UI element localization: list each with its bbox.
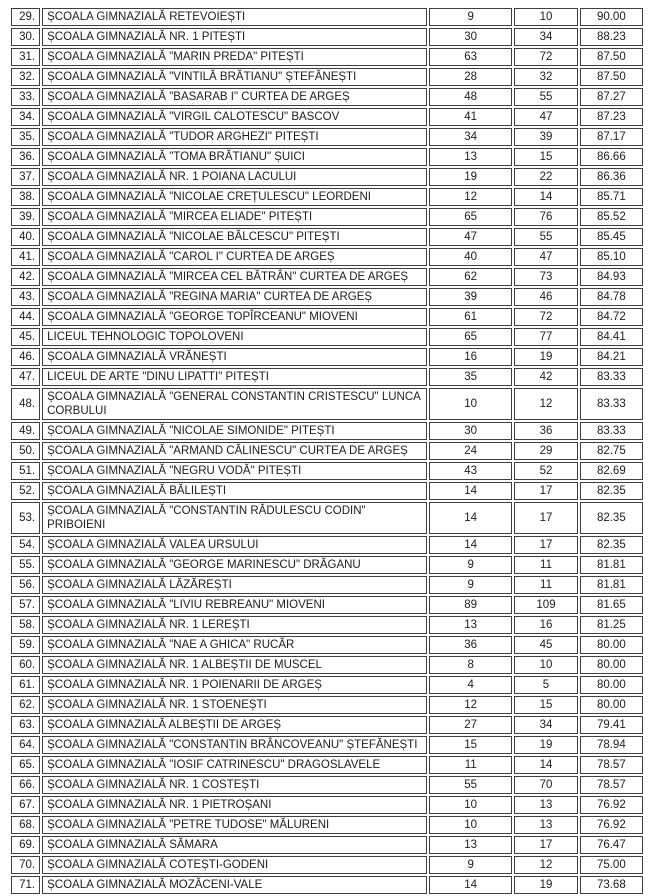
percentage-cell: 80.00	[580, 676, 643, 694]
school-name-cell: ȘCOALA GIMNAZIALĂ "BASARAB I" CURTEA DE ARGEȘ	[42, 88, 427, 106]
row-number-cell: 35.	[11, 128, 40, 146]
school-name-cell: ȘCOALA GIMNAZIALĂ RETEVOIEȘTI	[42, 8, 427, 26]
value2-cell: 32	[514, 68, 577, 86]
school-name-cell: ȘCOALA GIMNAZIALĂ "CAROL I" CURTEA DE ARGEȘ	[42, 248, 427, 266]
value2-cell: 13	[514, 816, 577, 834]
value2-cell: 16	[514, 616, 577, 634]
value2-cell: 19	[514, 348, 577, 366]
school-name-cell: ȘCOALA GIMNAZIALĂ "TUDOR ARGHEZI" PITEȘTI	[42, 128, 427, 146]
school-name-cell: ȘCOALA GIMNAZIALĂ "MARIN PREDA" PITEȘTI	[42, 48, 427, 66]
value1-cell: 12	[429, 696, 512, 714]
table-row	[11, 328, 643, 346]
school-name-cell: ȘCOALA GIMNAZIALĂ "IOSIF CATRINESCU" DRAGOSLAVELE	[42, 756, 427, 774]
table-row	[11, 68, 643, 86]
percentage-cell: 83.33	[580, 368, 643, 386]
percentage-cell: 85.45	[580, 228, 643, 246]
row-number-cell: 40.	[11, 228, 40, 246]
row-number-cell: 54.	[11, 536, 40, 554]
school-name-cell: ȘCOALA GIMNAZIALĂ "LIVIU REBREANU" MIOVENI	[42, 596, 427, 614]
value1-cell: 30	[429, 422, 512, 440]
value2-cell: 55	[514, 228, 577, 246]
row-number-cell: 38.	[11, 188, 40, 206]
table-row	[11, 148, 643, 166]
value1-cell: 55	[429, 776, 512, 794]
row-number-cell: 29.	[11, 8, 40, 26]
value2-cell: 42	[514, 368, 577, 386]
percentage-cell: 87.50	[580, 68, 643, 86]
value1-cell: 16	[429, 348, 512, 366]
school-name-cell: ȘCOALA GIMNAZIALĂ "REGINA MARIA" CURTEA DE ARGEȘ	[42, 288, 427, 306]
value2-cell: 5	[514, 676, 577, 694]
value1-cell: 8	[429, 656, 512, 674]
table-row	[11, 88, 643, 106]
row-number-cell: 56.	[11, 576, 40, 594]
table-row	[11, 368, 643, 386]
value2-cell: 12	[514, 856, 577, 874]
school-name-cell: ȘCOALA GIMNAZIALĂ NR. 1 POIANA LACULUI	[42, 168, 427, 186]
row-number-cell: 67.	[11, 796, 40, 814]
row-number-cell: 43.	[11, 288, 40, 306]
percentage-cell: 84.78	[580, 288, 643, 306]
row-number-cell: 45.	[11, 328, 40, 346]
school-name-cell: ȘCOALA GIMNAZIALĂ NR. 1 STOENEȘTI	[42, 696, 427, 714]
row-number-cell: 37.	[11, 168, 40, 186]
value1-cell: 41	[429, 108, 512, 126]
table-row	[11, 816, 643, 834]
percentage-cell: 82.35	[580, 536, 643, 554]
school-results-table-body	[11, 8, 643, 894]
value1-cell: 61	[429, 308, 512, 326]
value2-cell: 47	[514, 248, 577, 266]
school-name-cell: ȘCOALA GIMNAZIALĂ "GENERAL CONSTANTIN CRISTESCU" LUNCA CORBULUI	[42, 388, 427, 420]
row-number-cell: 65.	[11, 756, 40, 774]
row-number-cell: 59.	[11, 636, 40, 654]
value2-cell: 11	[514, 556, 577, 574]
percentage-cell: 85.71	[580, 188, 643, 206]
table-row	[11, 482, 643, 500]
value2-cell: 10	[514, 656, 577, 674]
value2-cell: 72	[514, 48, 577, 66]
school-name-cell: ȘCOALA GIMNAZIALĂ NR. 1 ALBEȘTII DE MUSCEL	[42, 656, 427, 674]
table-row	[11, 856, 643, 874]
value2-cell: 55	[514, 88, 577, 106]
percentage-cell: 86.66	[580, 148, 643, 166]
value2-cell: 72	[514, 308, 577, 326]
percentage-cell: 84.41	[580, 328, 643, 346]
row-number-cell: 52.	[11, 482, 40, 500]
school-name-cell: ȘCOALA GIMNAZIALĂ NR. 1 LEREȘTI	[42, 616, 427, 634]
school-name-cell: ȘCOALA GIMNAZIALĂ "VIRGIL CALOTESCU" BASCOV	[42, 108, 427, 126]
row-number-cell: 69.	[11, 836, 40, 854]
percentage-cell: 79.41	[580, 716, 643, 734]
school-name-cell: ȘCOALA GIMNAZIALĂ LĂZĂREȘTI	[42, 576, 427, 594]
value2-cell: 19	[514, 876, 577, 894]
value2-cell: 14	[514, 756, 577, 774]
table-row	[11, 108, 643, 126]
percentage-cell: 83.33	[580, 422, 643, 440]
table-row	[11, 248, 643, 266]
row-number-cell: 34.	[11, 108, 40, 126]
school-name-cell: ȘCOALA GIMNAZIALĂ ALBEȘTII DE ARGEȘ	[42, 716, 427, 734]
percentage-cell: 84.72	[580, 308, 643, 326]
value2-cell: 10	[514, 8, 577, 26]
school-name-cell: ȘCOALA GIMNAZIALĂ "GEORGE TOPÎRCEANU" MIOVENI	[42, 308, 427, 326]
percentage-cell: 75.00	[580, 856, 643, 874]
percentage-cell: 82.35	[580, 482, 643, 500]
table-row	[11, 736, 643, 754]
table-row	[11, 422, 643, 440]
percentage-cell: 90.00	[580, 8, 643, 26]
school-name-cell: ȘCOALA GIMNAZIALĂ "MIRCEA ELIADE" PITEȘTI	[42, 208, 427, 226]
school-name-cell: ȘCOALA GIMNAZIALĂ NR. 1 PITEȘTI	[42, 28, 427, 46]
row-number-cell: 70.	[11, 856, 40, 874]
school-name-cell: ȘCOALA GIMNAZIALĂ "NICOLAE CREȚULESCU" LEORDENI	[42, 188, 427, 206]
row-number-cell: 30.	[11, 28, 40, 46]
school-name-cell: ȘCOALA GIMNAZIALĂ "CONSTANTIN RĂDULESCU CODIN" PRIBOIENI	[42, 502, 427, 534]
percentage-cell: 81.81	[580, 576, 643, 594]
row-number-cell: 63.	[11, 716, 40, 734]
value2-cell: 14	[514, 188, 577, 206]
percentage-cell: 73.68	[580, 876, 643, 894]
value2-cell: 17	[514, 482, 577, 500]
row-number-cell: 60.	[11, 656, 40, 674]
value1-cell: 63	[429, 48, 512, 66]
percentage-cell: 76.92	[580, 816, 643, 834]
table-row	[11, 636, 643, 654]
table-row	[11, 288, 643, 306]
value1-cell: 43	[429, 462, 512, 480]
value2-cell: 17	[514, 502, 577, 534]
value1-cell: 48	[429, 88, 512, 106]
row-number-cell: 57.	[11, 596, 40, 614]
table-row	[11, 536, 643, 554]
school-name-cell: ȘCOALA GIMNAZIALĂ "NEGRU VODĂ" PITEȘTI	[42, 462, 427, 480]
table-row	[11, 442, 643, 460]
value1-cell: 4	[429, 676, 512, 694]
row-number-cell: 58.	[11, 616, 40, 634]
value1-cell: 11	[429, 756, 512, 774]
row-number-cell: 49.	[11, 422, 40, 440]
row-number-cell: 36.	[11, 148, 40, 166]
value1-cell: 10	[429, 388, 512, 420]
value2-cell: 39	[514, 128, 577, 146]
value1-cell: 35	[429, 368, 512, 386]
percentage-cell: 87.50	[580, 48, 643, 66]
value1-cell: 89	[429, 596, 512, 614]
row-number-cell: 39.	[11, 208, 40, 226]
row-number-cell: 66.	[11, 776, 40, 794]
value1-cell: 9	[429, 556, 512, 574]
percentage-cell: 84.21	[580, 348, 643, 366]
percentage-cell: 78.57	[580, 776, 643, 794]
percentage-cell: 78.57	[580, 756, 643, 774]
table-row	[11, 268, 643, 286]
percentage-cell: 84.93	[580, 268, 643, 286]
percentage-cell: 85.52	[580, 208, 643, 226]
percentage-cell: 85.10	[580, 248, 643, 266]
value2-cell: 73	[514, 268, 577, 286]
value1-cell: 9	[429, 856, 512, 874]
row-number-cell: 50.	[11, 442, 40, 460]
school-name-cell: ȘCOALA GIMNAZIALĂ BĂLILEȘTI	[42, 482, 427, 500]
row-number-cell: 55.	[11, 556, 40, 574]
value1-cell: 34	[429, 128, 512, 146]
school-name-cell: ȘCOALA GIMNAZIALĂ "NICOLAE BĂLCESCU" PITEȘTI	[42, 228, 427, 246]
value2-cell: 34	[514, 716, 577, 734]
value1-cell: 65	[429, 208, 512, 226]
school-name-cell: ȘCOALA GIMNAZIALĂ NR. 1 COSTEȘTI	[42, 776, 427, 794]
value1-cell: 9	[429, 576, 512, 594]
table-row	[11, 388, 643, 420]
school-name-cell: ȘCOALA GIMNAZIALĂ "NAE A GHICA" RUCĂR	[42, 636, 427, 654]
table-row	[11, 168, 643, 186]
percentage-cell: 83.33	[580, 388, 643, 420]
percentage-cell: 81.81	[580, 556, 643, 574]
table-row	[11, 596, 643, 614]
table-row	[11, 576, 643, 594]
percentage-cell: 86.36	[580, 168, 643, 186]
value2-cell: 15	[514, 696, 577, 714]
value2-cell: 76	[514, 208, 577, 226]
school-name-cell: ȘCOALA GIMNAZIALĂ NR. 1 POIENARII DE ARGEȘ	[42, 676, 427, 694]
percentage-cell: 76.47	[580, 836, 643, 854]
table-row	[11, 188, 643, 206]
value1-cell: 15	[429, 736, 512, 754]
percentage-cell: 78.94	[580, 736, 643, 754]
value1-cell: 39	[429, 288, 512, 306]
value1-cell: 47	[429, 228, 512, 246]
value2-cell: 45	[514, 636, 577, 654]
value2-cell: 77	[514, 328, 577, 346]
table-row	[11, 796, 643, 814]
table-row	[11, 502, 643, 534]
value1-cell: 28	[429, 68, 512, 86]
table-row	[11, 656, 643, 674]
value2-cell: 17	[514, 836, 577, 854]
table-row	[11, 616, 643, 634]
school-name-cell: ȘCOALA GIMNAZIALĂ "PETRE TUDOSE" MĂLURENI	[42, 816, 427, 834]
percentage-cell: 87.23	[580, 108, 643, 126]
row-number-cell: 46.	[11, 348, 40, 366]
value1-cell: 9	[429, 8, 512, 26]
table-row	[11, 28, 643, 46]
value2-cell: 47	[514, 108, 577, 126]
school-results-table	[9, 6, 645, 896]
percentage-cell: 82.75	[580, 442, 643, 460]
percentage-cell: 81.65	[580, 596, 643, 614]
value1-cell: 12	[429, 188, 512, 206]
row-number-cell: 61.	[11, 676, 40, 694]
table-row	[11, 556, 643, 574]
percentage-cell: 82.35	[580, 502, 643, 534]
school-name-cell: ȘCOALA GIMNAZIALĂ "MIRCEA CEL BĂTRÂN" CURTEA DE ARGEȘ	[42, 268, 427, 286]
school-name-cell: LICEUL DE ARTE "DINU LIPATTI" PITEȘTI	[42, 368, 427, 386]
percentage-cell: 80.00	[580, 696, 643, 714]
value2-cell: 19	[514, 736, 577, 754]
value2-cell: 17	[514, 536, 577, 554]
school-name-cell: ȘCOALA GIMNAZIALĂ SĂMARA	[42, 836, 427, 854]
row-number-cell: 41.	[11, 248, 40, 266]
value1-cell: 13	[429, 616, 512, 634]
value1-cell: 13	[429, 148, 512, 166]
school-name-cell: LICEUL TEHNOLOGIC TOPOLOVENI	[42, 328, 427, 346]
row-number-cell: 68.	[11, 816, 40, 834]
percentage-cell: 80.00	[580, 656, 643, 674]
table-row	[11, 776, 643, 794]
percentage-cell: 88.23	[580, 28, 643, 46]
value2-cell: 11	[514, 576, 577, 594]
row-number-cell: 71.	[11, 876, 40, 894]
value1-cell: 27	[429, 716, 512, 734]
value2-cell: 15	[514, 148, 577, 166]
row-number-cell: 51.	[11, 462, 40, 480]
value1-cell: 19	[429, 168, 512, 186]
table-row	[11, 8, 643, 26]
value1-cell: 10	[429, 816, 512, 834]
value1-cell: 40	[429, 248, 512, 266]
table-row	[11, 716, 643, 734]
school-name-cell: ȘCOALA GIMNAZIALĂ "CONSTANTIN BRÂNCOVEANU" ȘTEFĂNEȘTI	[42, 736, 427, 754]
school-name-cell: ȘCOALA GIMNAZIALĂ NR. 1 PIETROȘANI	[42, 796, 427, 814]
row-number-cell: 33.	[11, 88, 40, 106]
table-row	[11, 676, 643, 694]
school-name-cell: ȘCOALA GIMNAZIALĂ COTEȘTI-GODENI	[42, 856, 427, 874]
percentage-cell: 76.92	[580, 796, 643, 814]
table-row	[11, 836, 643, 854]
table-row	[11, 696, 643, 714]
row-number-cell: 31.	[11, 48, 40, 66]
school-name-cell: ȘCOALA GIMNAZIALĂ VALEA URSULUI	[42, 536, 427, 554]
value2-cell: 34	[514, 28, 577, 46]
school-name-cell: ȘCOALA GIMNAZIALĂ "ARMAND CĂLINESCU" CURTEA DE ARGEȘ	[42, 442, 427, 460]
value2-cell: 52	[514, 462, 577, 480]
percentage-cell: 87.27	[580, 88, 643, 106]
table-row	[11, 462, 643, 480]
value1-cell: 62	[429, 268, 512, 286]
value1-cell: 13	[429, 836, 512, 854]
row-number-cell: 32.	[11, 68, 40, 86]
school-name-cell: ȘCOALA GIMNAZIALĂ "TOMA BRĂTIANU" ȘUICI	[42, 148, 427, 166]
value1-cell: 14	[429, 876, 512, 894]
value1-cell: 36	[429, 636, 512, 654]
table-row	[11, 308, 643, 326]
table-row	[11, 48, 643, 66]
table-row	[11, 876, 643, 894]
percentage-cell: 80.00	[580, 636, 643, 654]
row-number-cell: 47.	[11, 368, 40, 386]
school-name-cell: ȘCOALA GIMNAZIALĂ "GEORGE MARINESCU" DRĂGANU	[42, 556, 427, 574]
value1-cell: 14	[429, 482, 512, 500]
value2-cell: 29	[514, 442, 577, 460]
row-number-cell: 62.	[11, 696, 40, 714]
value2-cell: 70	[514, 776, 577, 794]
value1-cell: 14	[429, 536, 512, 554]
value2-cell: 36	[514, 422, 577, 440]
school-name-cell: ȘCOALA GIMNAZIALĂ "VINTILĂ BRĂTIANU" ȘTEFĂNEȘTI	[42, 68, 427, 86]
percentage-cell: 81.25	[580, 616, 643, 634]
value1-cell: 10	[429, 796, 512, 814]
value1-cell: 14	[429, 502, 512, 534]
table-row	[11, 348, 643, 366]
table-row	[11, 208, 643, 226]
value2-cell: 109	[514, 596, 577, 614]
table-row	[11, 128, 643, 146]
percentage-cell: 87.17	[580, 128, 643, 146]
school-name-cell: ȘCOALA GIMNAZIALĂ "NICOLAE SIMONIDE" PITEȘTI	[42, 422, 427, 440]
value1-cell: 30	[429, 28, 512, 46]
school-name-cell: ȘCOALA GIMNAZIALĂ VRĂNEȘTI	[42, 348, 427, 366]
value1-cell: 24	[429, 442, 512, 460]
row-number-cell: 48.	[11, 388, 40, 420]
percentage-cell: 82.69	[580, 462, 643, 480]
value2-cell: 13	[514, 796, 577, 814]
value2-cell: 46	[514, 288, 577, 306]
table-row	[11, 756, 643, 774]
school-name-cell: ȘCOALA GIMNAZIALĂ MOZĂCENI-VALE	[42, 876, 427, 894]
value2-cell: 12	[514, 388, 577, 420]
value1-cell: 65	[429, 328, 512, 346]
table-row	[11, 228, 643, 246]
row-number-cell: 64.	[11, 736, 40, 754]
row-number-cell: 42.	[11, 268, 40, 286]
value2-cell: 22	[514, 168, 577, 186]
row-number-cell: 53.	[11, 502, 40, 534]
row-number-cell: 44.	[11, 308, 40, 326]
